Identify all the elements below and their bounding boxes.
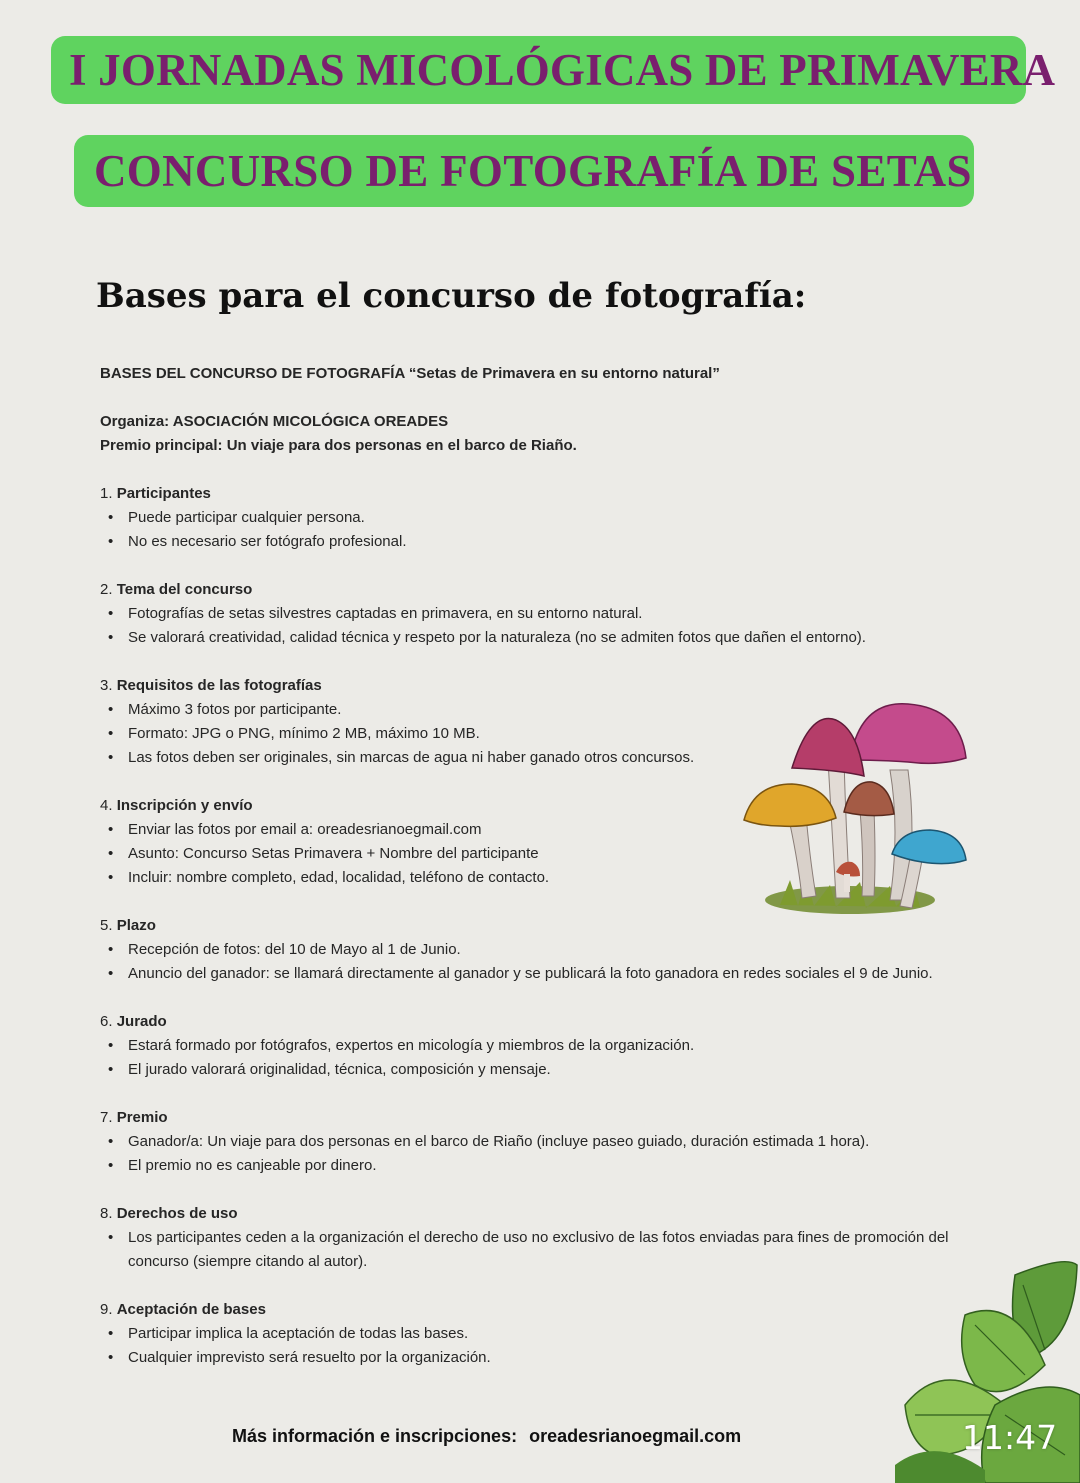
list-item: • Asunto: Concurso Setas Primavera + Nombre del participante <box>128 842 788 866</box>
section-heading: Tema del concurso <box>116 581 253 598</box>
footer-contact <box>232 1426 741 1447</box>
section-heading: Jurado <box>116 1013 167 1030</box>
section-heading: Inscripción y envío <box>116 797 253 814</box>
section-list <box>100 1130 1000 1178</box>
main-prize-line: Premio principal: Un viaje para dos personas en el barco de Riaño. <box>100 437 577 454</box>
mushrooms-illustration <box>740 700 970 925</box>
event-title-banner: I JORNADAS MICOLÓGICAS DE PRIMAVERA <box>51 36 1026 104</box>
section-title <box>100 674 1000 698</box>
section-number: 7. <box>100 1109 113 1126</box>
section-list <box>100 938 1000 986</box>
list-item: • Participar implica la aceptación de todas las bases. <box>128 1322 1000 1346</box>
list-item: • Ganador/a: Un viaje para dos personas en el barco de Riaño (incluye paseo guiado, duración estimada 1 hora). <box>128 1130 1000 1154</box>
section-title <box>100 1010 1000 1034</box>
section-list <box>100 1226 1000 1274</box>
list-item: • Máximo 3 fotos por participante. <box>128 698 788 722</box>
section-number: 8. <box>100 1205 113 1222</box>
section-heading: Participantes <box>116 485 211 502</box>
list-item: • El jurado valorará originalidad, técnica, composición y mensaje. <box>128 1058 1000 1082</box>
section-heading: Requisitos de las fotografías <box>116 677 322 694</box>
footer-email[interactable]: oreadesrianoegmail.com <box>529 1426 742 1446</box>
section-list <box>100 506 1000 554</box>
list-item: • Recepción de fotos: del 10 de Mayo al 1 de Junio. <box>128 938 1000 962</box>
section-number: 9. <box>100 1301 113 1318</box>
status-time: 11:47 <box>962 1418 1058 1457</box>
bases-title: BASES DEL CONCURSO DE FOTOGRAFÍA “Setas de Primavera en su entorno natural” <box>100 365 720 382</box>
section-list <box>100 1034 1000 1082</box>
list-item: • Anuncio del ganador: se llamará directamente al ganador y se publicará la foto ganadora en redes sociales el 9 de Junio. <box>128 962 1000 986</box>
section-heading: Premio <box>116 1109 168 1126</box>
section-heading: Plazo <box>116 917 156 934</box>
section-number: 4. <box>100 797 113 814</box>
section-heading: Derechos de uso <box>116 1205 238 1222</box>
section-number: 6. <box>100 1013 113 1030</box>
list-item: • Los participantes ceden a la organización el derecho de uso no exclusivo de las fotos enviadas para fines de promoción del concurso (siempre citando al autor). <box>128 1226 1000 1274</box>
section-title <box>100 482 1000 506</box>
section-number: 3. <box>100 677 113 694</box>
list-item: • Incluir: nombre completo, edad, localidad, teléfono de contacto. <box>128 866 788 890</box>
list-item: • El premio no es canjeable por dinero. <box>128 1154 1000 1178</box>
section-number: 2. <box>100 581 113 598</box>
list-item: • Estará formado por fotógrafos, expertos en micología y miembros de la organización. <box>128 1034 1000 1058</box>
organizer-line: Organiza: ASOCIACIÓN MICOLÓGICA OREADES <box>100 413 449 430</box>
contest-title-banner: CONCURSO DE FOTOGRAFÍA DE SETAS <box>74 135 974 207</box>
list-item: • Puede participar cualquier persona. <box>128 506 1000 530</box>
list-item: • No es necesario ser fotógrafo profesional. <box>128 530 1000 554</box>
list-item: • Formato: JPG o PNG, mínimo 2 MB, máximo 10 MB. <box>128 722 788 746</box>
list-item: • Enviar las fotos por email a: oreadesrianoegmail.com <box>128 818 788 842</box>
section-number: 5. <box>100 917 113 934</box>
section-title <box>100 1202 1000 1226</box>
section-title <box>100 1106 1000 1130</box>
list-item: • Cualquier imprevisto será resuelto por la organización. <box>128 1346 1000 1370</box>
list-item: • Se valorará creatividad, calidad técnica y respeto por la naturaleza (no se admiten fotos que dañen el entorno). <box>128 626 1000 650</box>
section-list <box>100 1322 1000 1370</box>
section-list <box>100 602 1000 650</box>
page-heading: Bases para el concurso de fotografía: <box>96 276 807 316</box>
section-title <box>100 578 1000 602</box>
section-title <box>100 1298 1000 1322</box>
footer-label: Más información e inscripciones: <box>232 1426 518 1446</box>
list-item: • Fotografías de setas silvestres captadas en primavera, en su entorno natural. <box>128 602 1000 626</box>
section-number: 1. <box>100 485 113 502</box>
list-item: • Las fotos deben ser originales, sin marcas de agua ni haber ganado otros concursos. <box>128 746 788 770</box>
section-heading: Aceptación de bases <box>116 1301 266 1318</box>
